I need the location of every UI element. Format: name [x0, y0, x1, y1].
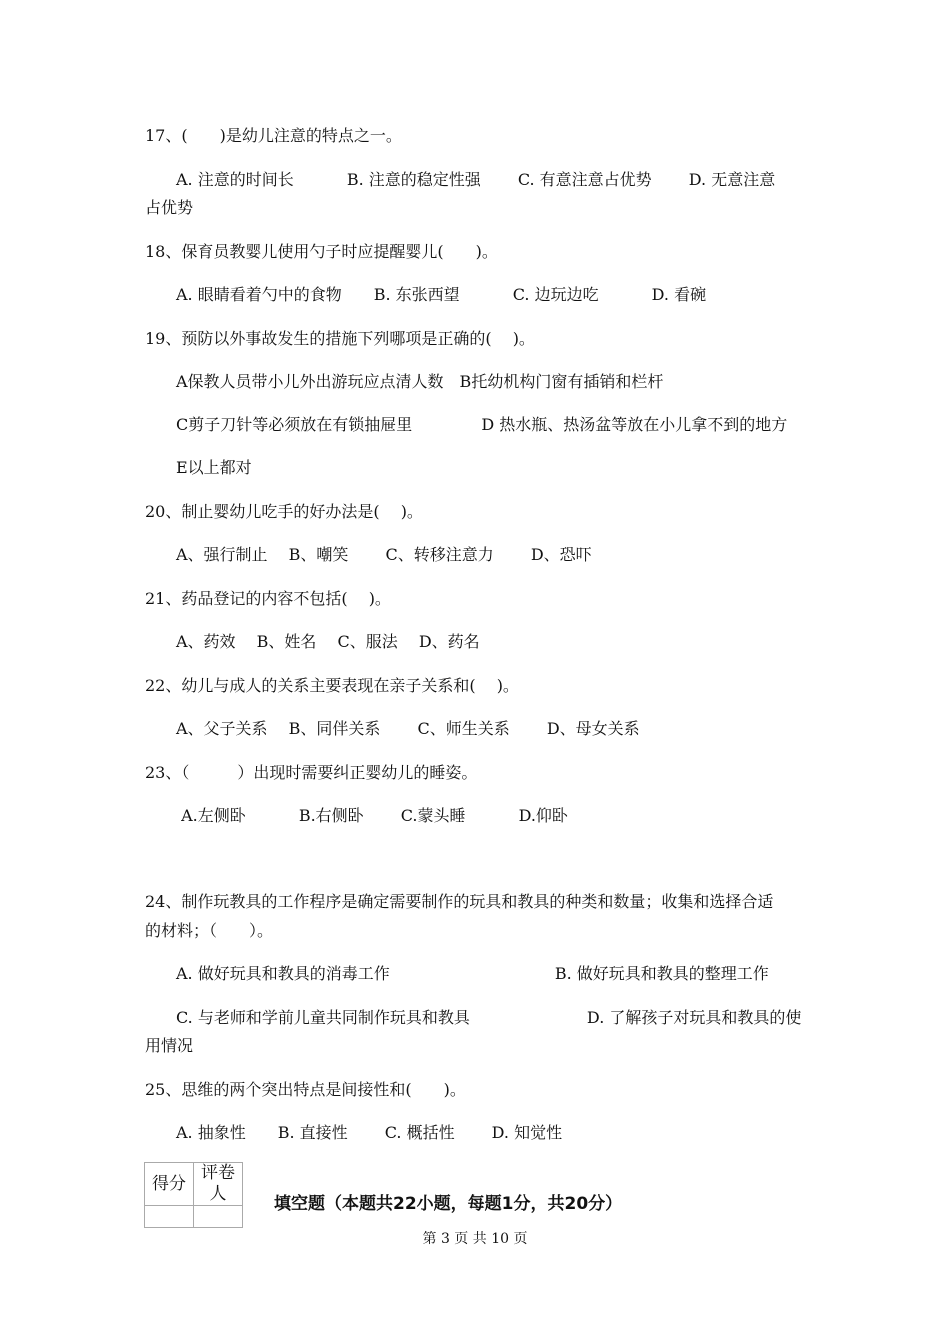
- grader-cell: [194, 1206, 243, 1228]
- question-options: C剪子刀针等必须放在有锁抽屉里 D 热水瓶、热汤盆等放在小儿拿不到的地方: [176, 415, 788, 434]
- question-text: 24、制作玩教具的工作程序是确定需要制作的玩具和教具的种类和数量；收集和选择合适: [145, 892, 774, 911]
- question-options: E以上都对: [176, 458, 252, 477]
- score-table: [144, 1162, 243, 1228]
- question-options: A、父子关系 B、同伴关系 C、师生关系 D、母女关系: [176, 719, 640, 738]
- question-options: A、药效 B、姓名 C、服法 D、药名: [176, 632, 480, 651]
- question-options-continued: 占优势: [145, 198, 194, 217]
- section-title: 填空题（本题共22小题，每题1分，共20分）: [274, 1194, 623, 1214]
- question-text: 23、（ ）出现时需要纠正婴幼儿的睡姿。: [145, 763, 478, 782]
- question-text: 21、药品登记的内容不包括( )。: [145, 589, 391, 608]
- question-text: 25、思维的两个突出特点是间接性和( )。: [145, 1080, 466, 1099]
- question-options-continued: 用情况: [145, 1036, 194, 1055]
- question-text-continued: 的材料；（ ）。: [145, 921, 274, 940]
- question-options: A. 抽象性 B. 直接性 C. 概括性 D. 知觉性: [176, 1123, 563, 1142]
- question-options: C. 与老师和学前儿童共同制作玩具和教具 D. 了解孩子对玩具和教具的使: [176, 1008, 802, 1027]
- question-text: 19、预防以外事故发生的措施下列哪项是正确的( )。: [145, 329, 535, 348]
- question-text: 20、制止婴幼儿吃手的好办法是( )。: [145, 502, 423, 521]
- page-footer: 第 3 页 共 10 页: [422, 1231, 528, 1247]
- question-text: 18、保育员教婴儿使用勺子时应提醒婴儿( )。: [145, 242, 498, 261]
- question-options: A保教人员带小儿外出游玩应点清人数 B托幼机构门窗有插销和栏杆: [176, 372, 664, 391]
- grader-header: 评卷人: [194, 1163, 243, 1206]
- question-options: A、强行制止 B、嘲笑 C、转移注意力 D、恐吓: [176, 545, 592, 564]
- question-options: A.左侧卧 B.右侧卧 C.蒙头睡 D.仰卧: [176, 806, 568, 825]
- question-options: A. 眼睛看着勺中的食物 B. 东张西望 C. 边玩边吃 D. 看碗: [176, 285, 707, 304]
- question-text: 22、幼儿与成人的关系主要表现在亲子关系和( )。: [145, 676, 519, 695]
- score-cell: [145, 1206, 194, 1228]
- question-options: A. 做好玩具和教具的消毒工作 B. 做好玩具和教具的整理工作: [176, 964, 769, 983]
- score-header: 得分: [145, 1163, 194, 1206]
- question-options: A. 注意的时间长 B. 注意的稳定性强 C. 有意注意占优势 D. 无意注意: [176, 170, 776, 189]
- question-text: 17、( )是幼儿注意的特点之一。: [145, 126, 402, 145]
